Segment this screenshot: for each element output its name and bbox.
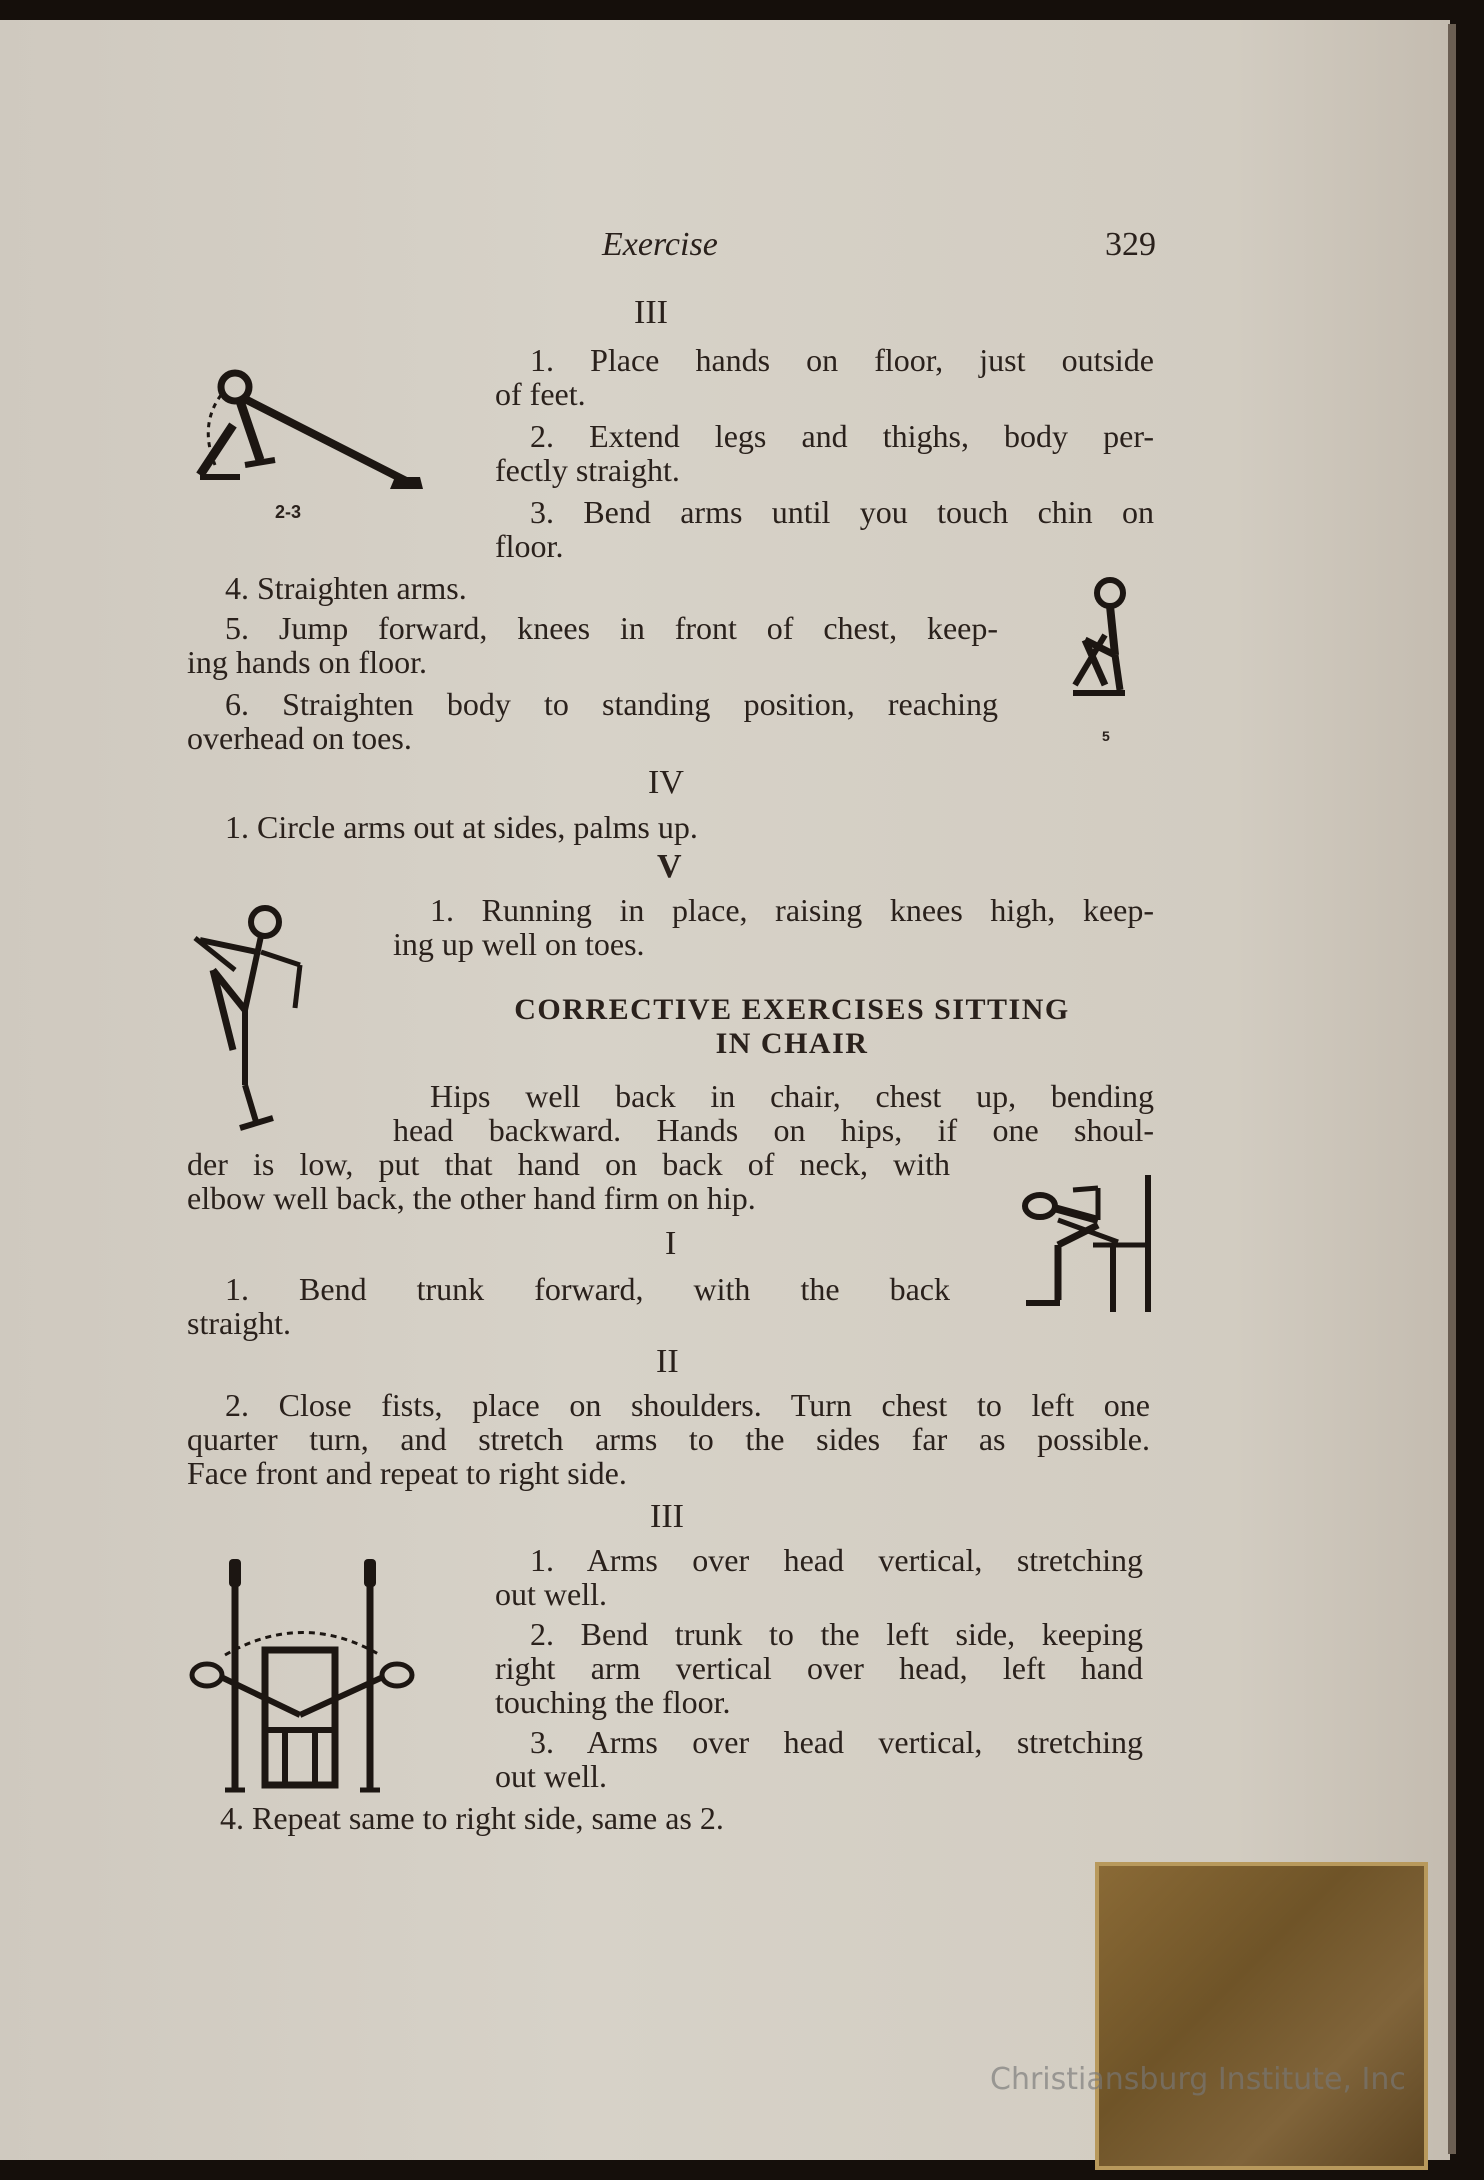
crouch-figure-icon — [1065, 575, 1145, 725]
text-line: 4. Straighten arms. — [225, 570, 467, 606]
text-line: 6. Straighten body to standing position, reaching — [225, 686, 998, 722]
text-line: 2. Close fists, place on shoulders. Turn chest to left one — [225, 1387, 1150, 1423]
text-line: 3. Bend arms until you touch chin on — [530, 494, 1154, 530]
figure-label-2-3: 2-3 — [275, 502, 302, 522]
section-heading-iii-top: III — [634, 294, 668, 331]
text-line: of feet. — [495, 376, 586, 412]
section-heading-v: V — [657, 848, 682, 885]
text-line: floor. — [495, 528, 564, 564]
text-line: 1. Circle arms out at sides, palms up. — [225, 809, 698, 845]
text-line: 1. Arms over head vertical, stretching — [530, 1542, 1143, 1578]
text-line: out well. — [495, 1758, 607, 1794]
text-line: quarter turn, and stretch arms to the sides far as possible. — [187, 1421, 1150, 1457]
section-heading-i: I — [665, 1225, 677, 1262]
text-line: 2. Extend legs and thighs, body per- — [530, 418, 1154, 454]
page-edge — [1448, 24, 1456, 2154]
text-line: elbow well back, the other hand firm on hip. — [187, 1180, 756, 1216]
text-line: 1. Running in place, raising knees high, keep- — [430, 892, 1154, 928]
text-line: 2. Bend trunk to the left side, keeping — [530, 1616, 1143, 1652]
section-heading-iii-bottom: III — [650, 1498, 684, 1535]
page-number: 329 — [1105, 226, 1156, 263]
text-line: 4. Repeat same to right side, same as 2. — [220, 1800, 724, 1836]
text-line: der is low, put that hand on back of neck, with — [187, 1146, 950, 1182]
text-line: 5. Jump forward, knees in front of chest, keep- — [225, 610, 998, 646]
figure-label-5: 5 — [1102, 728, 1110, 744]
text-line: touching the floor. — [495, 1684, 731, 1720]
text-line: 1. Bend trunk forward, with the back — [225, 1271, 950, 1307]
text-line: head backward. Hands on hips, if one shoul- — [393, 1112, 1154, 1148]
sitting-chair-figure-icon — [1018, 1170, 1158, 1320]
corrective-heading-line2: IN CHAIR — [715, 1027, 869, 1060]
side-bend-chair-figure-icon — [185, 1555, 420, 1795]
brass-bookend — [1095, 1862, 1428, 2170]
watermark: Christiansburg Institute, Inc — [990, 2062, 1406, 2097]
text-line: ing up well on toes. — [393, 926, 645, 962]
push-up-figure-icon — [185, 365, 435, 505]
text-line: fectly straight. — [495, 452, 680, 488]
corrective-heading-line1: CORRECTIVE EXERCISES SITTING — [514, 993, 1070, 1026]
running-header-title: Exercise — [602, 226, 718, 263]
text-line: Face front and repeat to right side. — [187, 1455, 627, 1491]
text-line: overhead on toes. — [187, 720, 412, 756]
section-heading-iv: IV — [648, 764, 684, 801]
text-line: 1. Place hands on floor, just outside — [530, 342, 1154, 378]
text-line: 3. Arms over head vertical, stretching — [530, 1724, 1143, 1760]
text-line: out well. — [495, 1576, 607, 1612]
text-line: ing hands on floor. — [187, 644, 427, 680]
running-figure-icon — [185, 900, 315, 1140]
text-line: straight. — [187, 1305, 291, 1341]
section-heading-ii: II — [656, 1343, 679, 1380]
text-line: right arm vertical over head, left hand — [495, 1650, 1143, 1686]
text-line: Hips well back in chair, chest up, bending — [430, 1078, 1154, 1114]
